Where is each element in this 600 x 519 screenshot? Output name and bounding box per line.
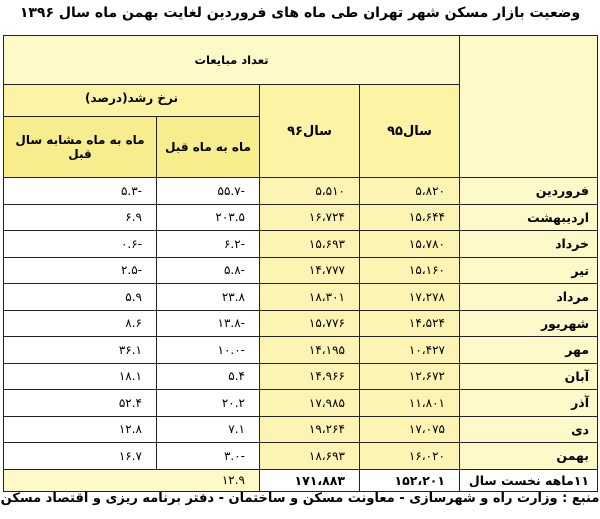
page-title: وضعیت بازار مسکن شهر تهران طی ماه های فروردین لغایت بهمن ماه سال ۱۳۹۶ (19, 5, 581, 21)
table-row (4, 390, 598, 417)
sales-95-cell: ۱۷،۲۷۸ (360, 284, 460, 311)
table-body (4, 178, 598, 470)
sales-96-cell: ۱۷،۹۸۵ (260, 390, 360, 417)
month-cell: خرداد (460, 231, 598, 258)
sales-96-cell: ۱۸،۶۹۳ (260, 443, 360, 470)
growth-yoy-cell: -۵.۳ (4, 178, 157, 205)
month-cell: آذر (460, 390, 598, 417)
growth-mom-cell: -۵.۸ (157, 257, 260, 284)
header-mom: ماه به ماه قبل (157, 117, 260, 178)
sales-96-cell: ۱۵،۶۹۳ (260, 231, 360, 258)
sales-96-cell: ۱۴،۹۶۶ (260, 363, 360, 390)
header-month-corner (460, 36, 598, 178)
growth-mom-cell: -۱۰.۰ (157, 337, 260, 364)
growth-mom-cell: ۷.۱ (157, 416, 260, 443)
growth-yoy-cell: -۲.۵ (4, 257, 157, 284)
growth-mom-cell: -۳.۰ (157, 443, 260, 470)
housing-market-table (3, 35, 598, 492)
growth-yoy-cell: ۶.۹ (4, 204, 157, 231)
sales-96-cell: ۱۴،۷۷۷ (260, 257, 360, 284)
growth-mom-cell: ۵.۴ (157, 363, 260, 390)
sales-96-cell: ۱۸،۳۰۱ (260, 284, 360, 311)
growth-mom-cell: -۱۳.۸ (157, 310, 260, 337)
sales-96-cell: ۱۶،۷۲۴ (260, 204, 360, 231)
total-yoy: ۱۲.۹ (4, 469, 260, 491)
table-row (4, 443, 598, 470)
growth-yoy-cell: -۰.۶ (4, 231, 157, 258)
table-row (4, 337, 598, 364)
sales-96-cell: ۱۵،۷۷۶ (260, 310, 360, 337)
month-cell: مهر (460, 337, 598, 364)
total-label: ۱۱ماهه نخست سال (460, 469, 598, 491)
sales-95-cell: ۱۶،۰۲۰ (360, 443, 460, 470)
growth-yoy-cell: ۱۶.۷ (4, 443, 157, 470)
table-row (4, 363, 598, 390)
total-y95: ۱۵۲،۲۰۱ (360, 469, 460, 491)
growth-yoy-cell: ۱۲.۸ (4, 416, 157, 443)
sales-95-cell: ۱۴،۵۲۴ (360, 310, 460, 337)
month-cell: مرداد (460, 284, 598, 311)
sales-95-cell: ۱۵،۷۸۰ (360, 231, 460, 258)
header-year-96: سال۹۶ (260, 85, 360, 178)
growth-yoy-cell: ۱۸.۱ (4, 363, 157, 390)
growth-yoy-cell: ۸.۶ (4, 310, 157, 337)
growth-yoy-cell: ۵۲.۴ (4, 390, 157, 417)
header-growth-label: نرخ رشد(درصد) (4, 85, 260, 117)
total-y96: ۱۷۱،۸۸۳ (260, 469, 360, 491)
sales-95-cell: ۵،۸۲۰ (360, 178, 460, 205)
table-row (4, 284, 598, 311)
sales-95-cell: ۱۲،۶۷۲ (360, 363, 460, 390)
month-cell: آبان (460, 363, 598, 390)
growth-mom-cell: ۲۳.۸ (157, 284, 260, 311)
table-row (4, 416, 598, 443)
month-cell: فروردین (460, 178, 598, 205)
header-yoy: ماه به ماه مشابه سال قبل (4, 117, 157, 178)
growth-yoy-cell: ۳۶.۱ (4, 337, 157, 364)
growth-mom-cell: ۲۰۳.۵ (157, 204, 260, 231)
month-cell: دی (460, 416, 598, 443)
sales-95-cell: ۱۰،۴۲۷ (360, 337, 460, 364)
table-row (4, 257, 598, 284)
month-cell: شهریور (460, 310, 598, 337)
growth-yoy-cell: ۵.۹ (4, 284, 157, 311)
growth-mom-cell: ۲۰.۲ (157, 390, 260, 417)
month-cell: تیر (460, 257, 598, 284)
month-cell: بهمن (460, 443, 598, 470)
sales-95-cell: ۱۵،۱۶۰ (360, 257, 460, 284)
source-footer: منبع : وزارت راه و شهرسازی - معاونت مسکن و ساختمان - دفتر برنامه ریزی و اقتصاد مسکن (0, 491, 600, 506)
sales-96-cell: ۱۴،۱۹۵ (260, 337, 360, 364)
growth-mom-cell: -۵۵.۷ (157, 178, 260, 205)
sales-96-cell: ۵،۵۱۰ (260, 178, 360, 205)
growth-mom-cell: -۶.۲ (157, 231, 260, 258)
sales-96-cell: ۱۹،۲۶۴ (260, 416, 360, 443)
header-year-95: سال۹۵ (360, 85, 460, 178)
table-row (4, 231, 598, 258)
table-row (4, 204, 598, 231)
sales-95-cell: ۱۷،۰۷۵ (360, 416, 460, 443)
sales-95-cell: ۱۵،۶۴۴ (360, 204, 460, 231)
sales-95-cell: ۱۱،۸۰۱ (360, 390, 460, 417)
table-row (4, 310, 598, 337)
header-count-label: تعداد مبایعات (4, 36, 460, 85)
table-row (4, 178, 598, 205)
month-cell: اردیبهشت (460, 204, 598, 231)
